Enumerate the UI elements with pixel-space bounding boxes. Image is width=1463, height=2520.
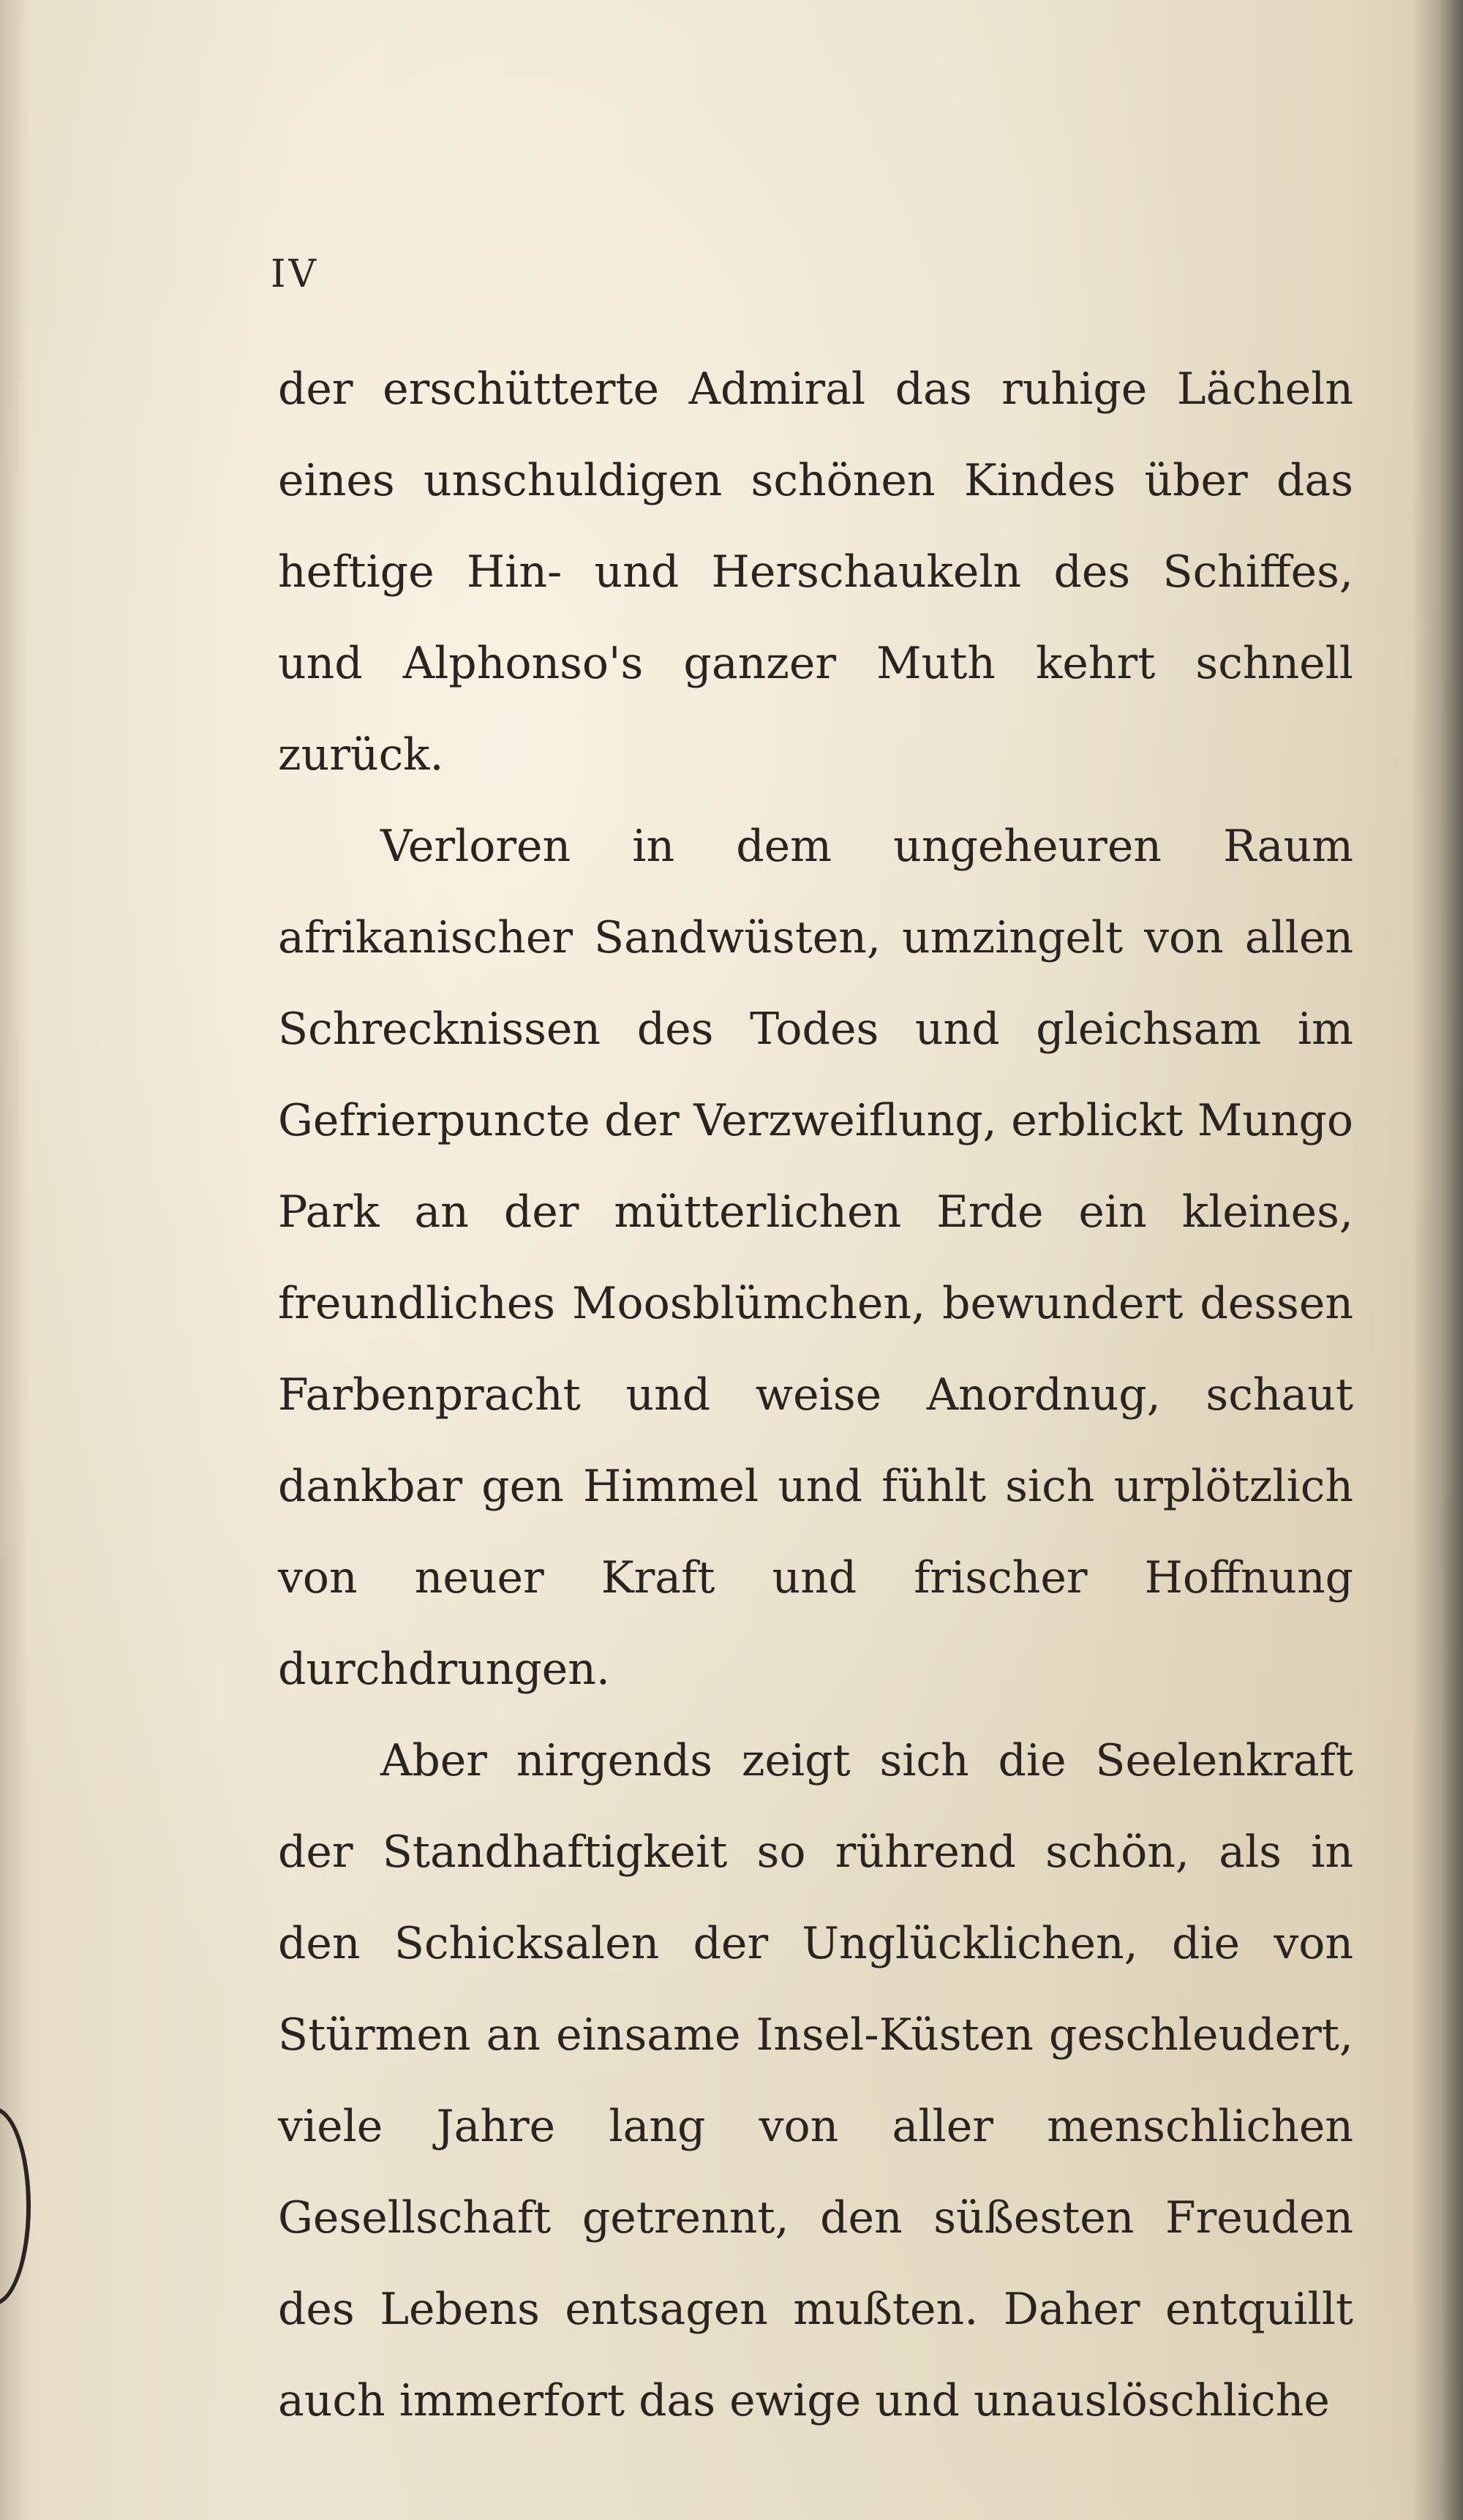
spine-shadow — [1412, 0, 1463, 2520]
body-text — [278, 344, 1353, 2447]
paragraph-standhaftigkeit: Aber nirgends zeigt sich die Seelenkraft der Standhaftigkeit so rührend schön, als in den Schicksalen der Unglücklichen, die von Stürmen an einsame Insel-Küsten geschleudert, viele Jahre lang von aller menschlichen Gesellschaft getrennt, den süßesten Freuden des Lebens entsagen mußten. Daher entquillt auch immerfort das ewige und unauslöschliche — [278, 1735, 1353, 2426]
paragraph-mungo-park: Verloren in dem ungeheuren Raum afrikanischer Sandwüsten, umzingelt von allen Schrecknissen des Todes und gleichsam im Gefrierpuncte der Verzweiflung, erblickt Mungo Park an der mütterlichen Erde ein kleines, freundliches Moosblümchen, bewundert dessen Farbenpracht und weise Anordnug, schaut dankbar gen Himmel und fühlt sich urplötzlich von neuer Kraft und frischer Hoffnung durchdrungen. — [278, 821, 1353, 1695]
page-number: IV — [271, 252, 320, 296]
paragraph-continuation: der erschütterte Admiral das ruhige Lächeln eines unschuldigen schönen Kindes über das heftige Hin- und Herschaukeln des Schiffes, und Alphonso's ganzer Muth kehrt schnell zurück. — [278, 364, 1353, 781]
